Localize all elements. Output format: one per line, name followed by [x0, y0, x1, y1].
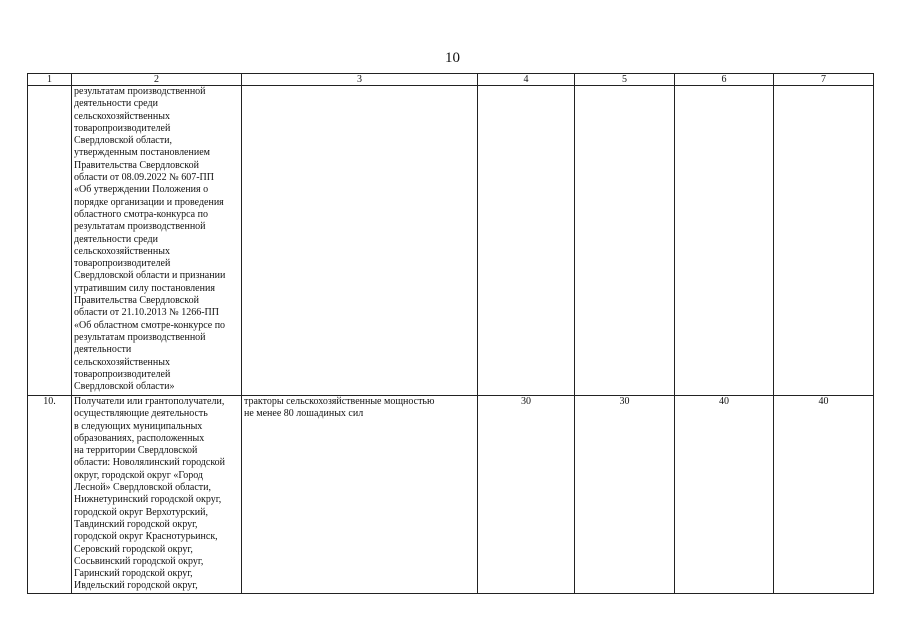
row-number: 10.	[28, 396, 72, 594]
value-col-7: 40	[774, 396, 874, 594]
header-col-4: 4	[478, 74, 575, 86]
header-col-1: 1	[28, 74, 72, 86]
table-row	[28, 396, 874, 594]
header-col-5: 5	[575, 74, 675, 86]
header-col-3: 3	[242, 74, 478, 86]
table-header-row	[28, 74, 874, 86]
equipment-cell	[242, 86, 478, 396]
equipment-cell: тракторы сельскохозяйственные мощностью не менее 80 лошадиных сил	[242, 396, 478, 594]
value-col-6: 40	[675, 396, 774, 594]
value-col-7	[774, 86, 874, 396]
value-col-4: 30	[478, 396, 575, 594]
recipients-cell: результатам производственной деятельности среди сельскохозяйственных товаропроизводителей Свердловской области, утвержденным постановлением Правительства Свердловской области от 08.09.2022 № 607-ПП «Об утверждении Положения о порядке организации и проведения областного смотра-конкурса по результатам производственной деятельности среди сельскохозяйственных товаропроизводителей Свердловской области и признании утратившим силу постановления Правительства Свердловской области от 21.10.2013 № 1266-ПП «Об областном смотре-конкурсе по результатам производственной деятельности сельскохозяйственных товаропроизводителей Свердловской области»	[72, 86, 242, 396]
value-col-4	[478, 86, 575, 396]
header-col-6: 6	[675, 74, 774, 86]
value-col-6	[675, 86, 774, 396]
header-col-7: 7	[774, 74, 874, 86]
value-col-5: 30	[575, 396, 675, 594]
page-number: 10	[445, 50, 460, 66]
recipients-cell: Получатели или грантополучатели, осуществляющие деятельность в следующих муниципальных образованиях, расположенных на территории Свердловской области: Новолялинский городской округ, городской округ «Город Лесной» Свердловской области, Нижнетуринский городской округ, городской округ Верхотурский, Тавдинский городской округ, городской округ Краснотурьинск, Серовский городской округ, Сосьвинский городской округ, Гаринский городской округ, Ивдельский городской округ,	[72, 396, 242, 594]
row-number	[28, 86, 72, 396]
header-col-2: 2	[72, 74, 242, 86]
document-table	[27, 73, 874, 594]
table-row	[28, 86, 874, 396]
value-col-5	[575, 86, 675, 396]
